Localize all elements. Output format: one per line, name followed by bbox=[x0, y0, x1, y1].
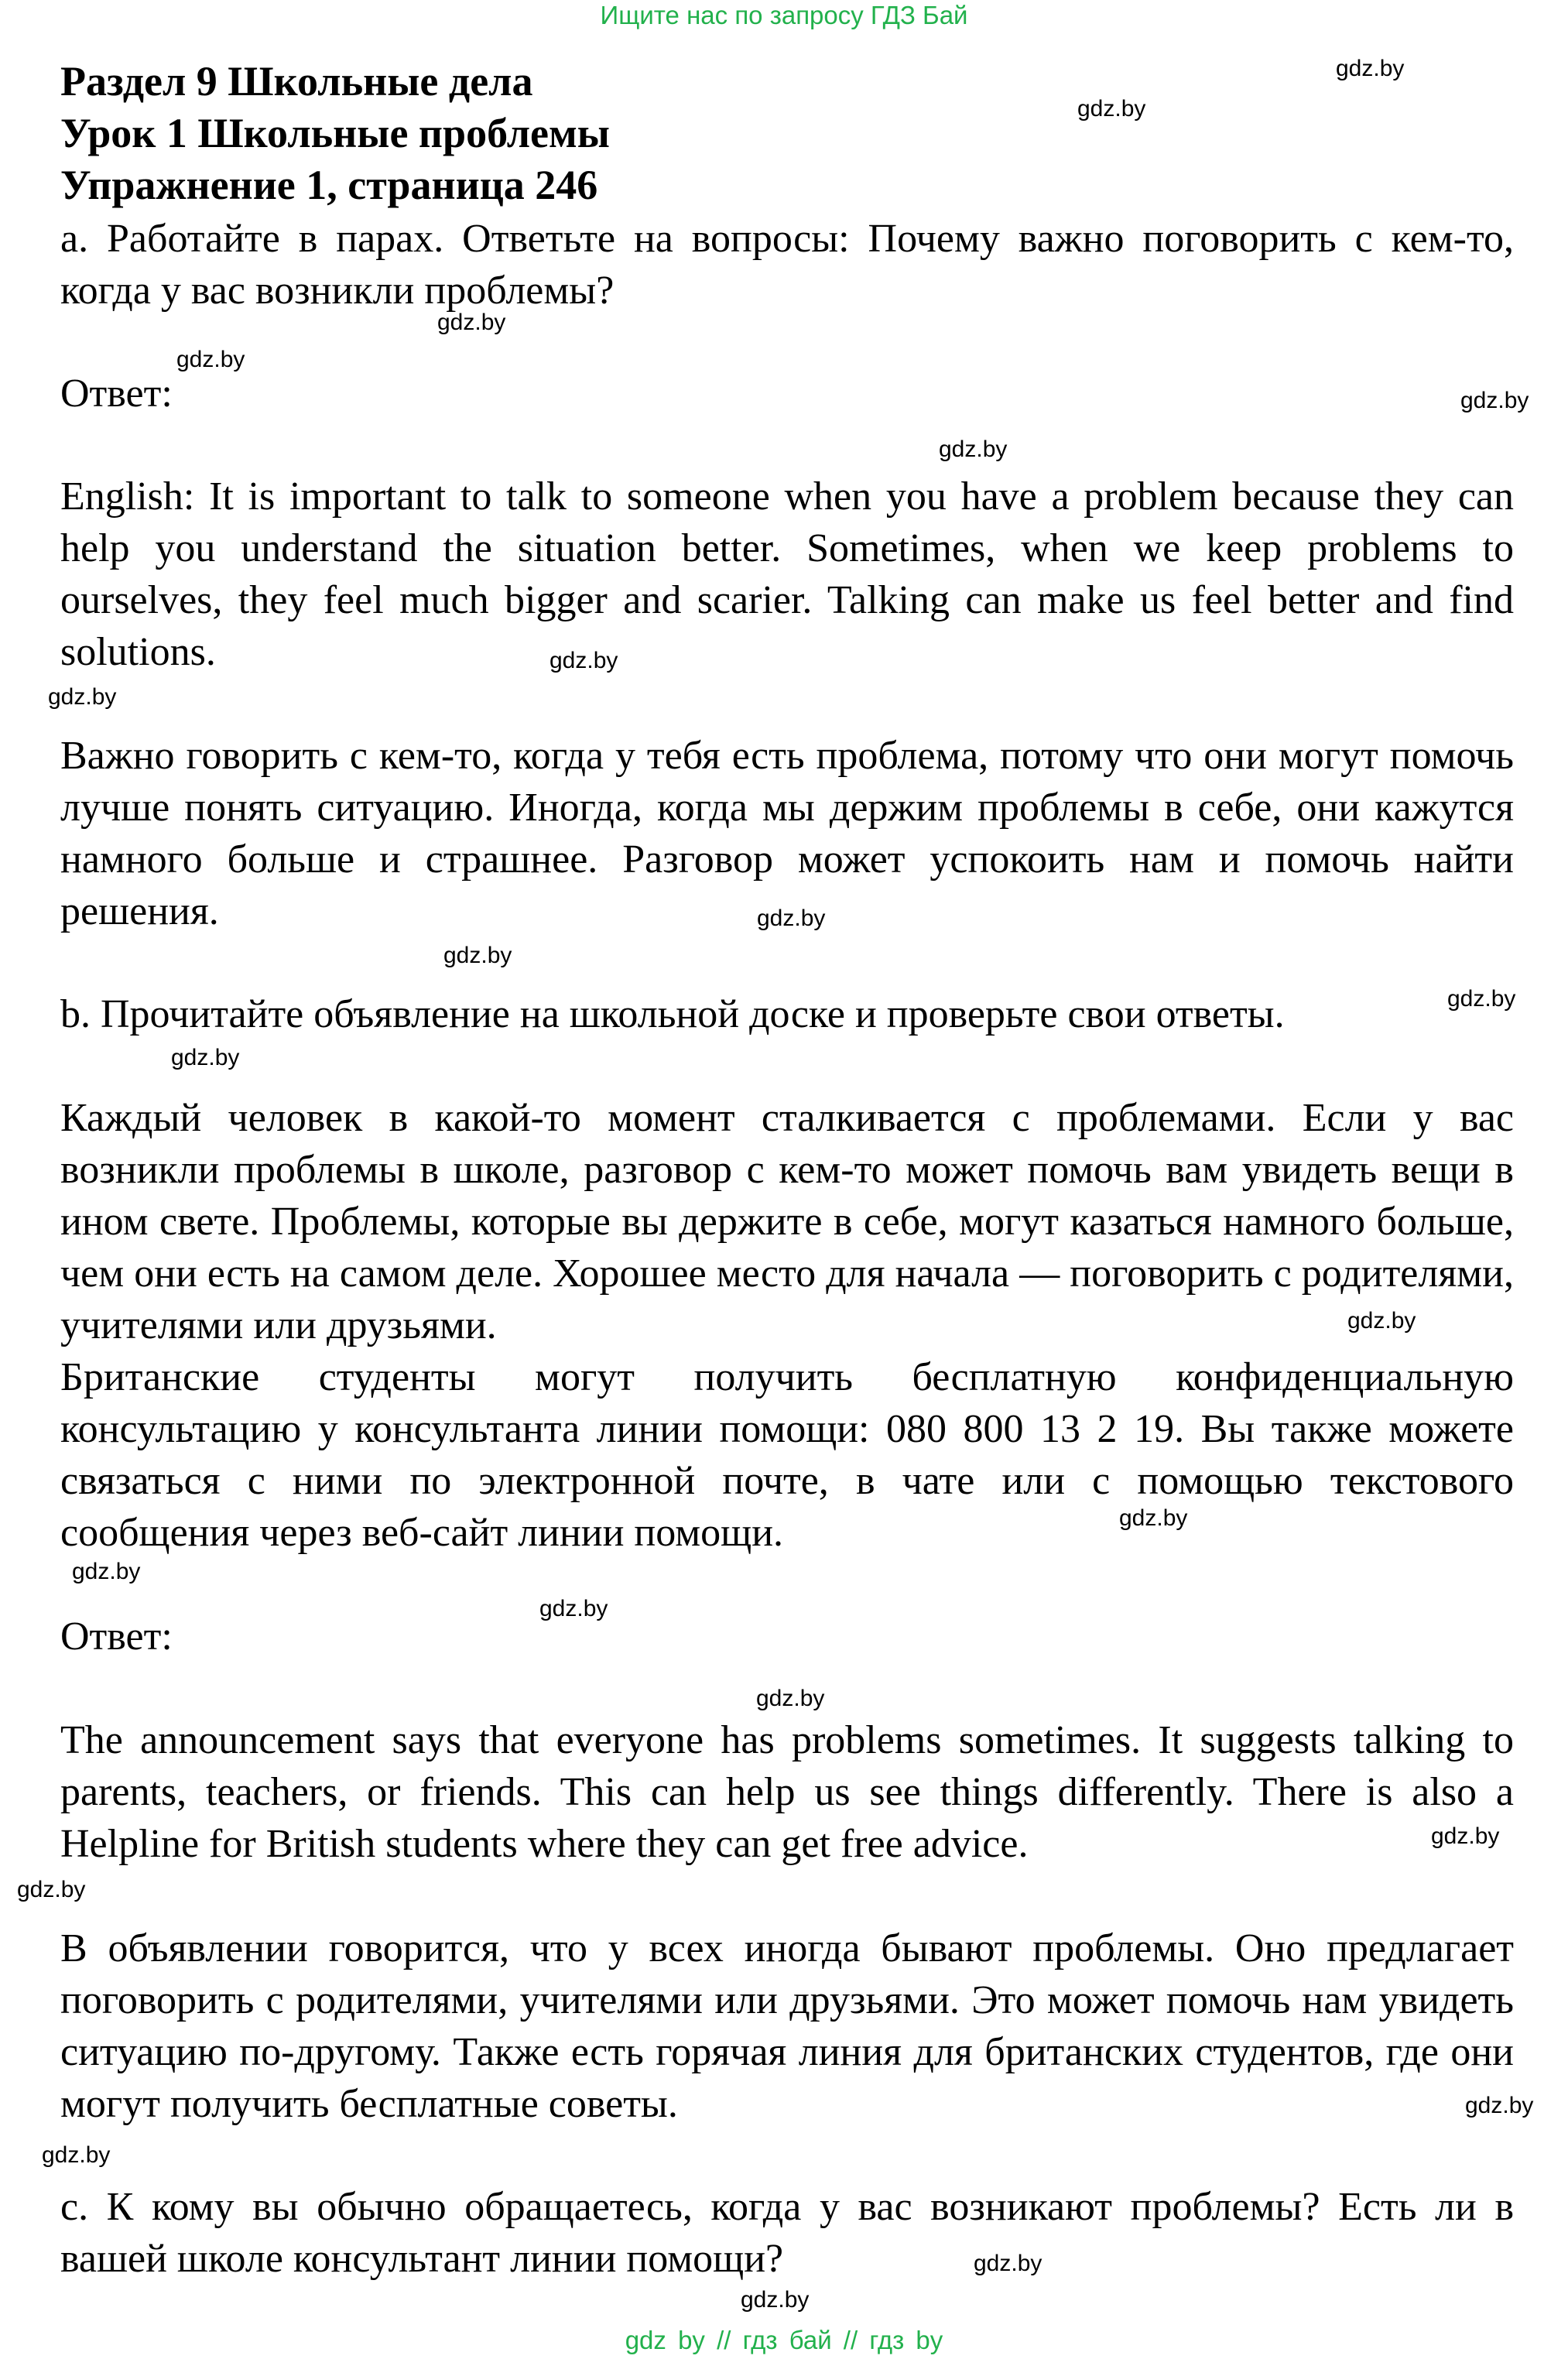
watermark: gdz.by bbox=[171, 1045, 240, 1070]
watermark: gdz.by bbox=[539, 1596, 608, 1621]
lesson-title: Урок 1 Школьные проблемы bbox=[60, 110, 610, 156]
answer-b-english: The announcement says that everyone has problems sometimes. It suggests talking to parents, teachers, or friends. This can help us see things differently. There is also a Helpline for British students where they can get free advice. bbox=[60, 1718, 1514, 1866]
watermark: gdz.by bbox=[1077, 96, 1146, 122]
watermark: gdz.by bbox=[17, 1877, 86, 1902]
watermark: gdz.by bbox=[443, 943, 512, 968]
exercise-title: Упражнение 1, страница 246 bbox=[60, 162, 598, 208]
watermark: gdz.by bbox=[1347, 1308, 1416, 1334]
task-b: b. Прочитайте объявление на школьной доске и проверьте свои ответы. bbox=[60, 992, 1285, 1036]
watermark: gdz.by bbox=[437, 310, 506, 335]
notice-text-1: Каждый человек в какой-то момент сталкивается с проблемами. Если у вас возникли проблемы в школе, разговор с кем-то может помочь вам увидеть вещи в ином свете. Проблемы, которые вы держите в себе, могут казаться намного больше, чем они есть на самом деле. Хорошее место для начала — поговорить с родителями, учителями или друзьями. bbox=[60, 1096, 1514, 1347]
watermark: gdz.by bbox=[48, 684, 117, 710]
answer-b-russian: В объявлении говорится, что у всех иногда бывают проблемы. Оно предлагает поговорить с родителями, учителями или друзьями. Это может помочь нам увидеть ситуацию по-другому. Также есть горячая линия для британских студентов, где они могут получить бесплатные советы. bbox=[60, 1926, 1514, 2126]
answer-label-1: Ответ: bbox=[60, 371, 173, 416]
watermark: gdz.by bbox=[757, 906, 826, 931]
watermark: gdz.by bbox=[1119, 1505, 1188, 1531]
notice-text-2: Британские студенты могут получить бесплатную конфиденциальную консультацию у консультанта линии помощи: 080 800 13 2 19. Вы также можете связаться с ними по электронной почте, в чате или с помощью текстового сообщения через веб-сайт линии помощи. bbox=[60, 1355, 1514, 1555]
watermark: gdz.by bbox=[756, 1686, 825, 1711]
watermark: gdz.by bbox=[939, 437, 1008, 462]
watermark: gdz.by bbox=[176, 347, 245, 372]
task-a: a. Работайте в парах. Ответьте на вопросы: Почему важно поговорить с кем-то, когда у вас возникли проблемы? bbox=[60, 217, 1514, 313]
task-c: c. К кому вы обычно обращаетесь, когда у вас возникают проблемы? Есть ли в вашей школе консультант линии помощи? bbox=[60, 2185, 1514, 2281]
watermark: gdz.by bbox=[72, 1559, 141, 1584]
footer: gdz by // гдз бай // гдз by bbox=[625, 2326, 943, 2354]
watermark: gdz.by bbox=[1447, 986, 1516, 1012]
watermark: gdz.by bbox=[1431, 1823, 1500, 1849]
watermark: gdz.by bbox=[1465, 2093, 1534, 2118]
watermark: gdz.by bbox=[741, 2287, 810, 2313]
watermark: gdz.by bbox=[1336, 56, 1405, 81]
answer-a-russian: Важно говорить с кем-то, когда у тебя есть проблема, потому что они могут помочь лучше понять ситуацию. Иногда, когда мы держим проблемы в себе, они кажутся намного больше и страшнее. Разговор может успокоить нам и помочь найти решения. bbox=[60, 734, 1514, 933]
watermark: gdz.by bbox=[549, 648, 618, 673]
top-banner: Ищите нас по запросу ГДЗ Бай bbox=[600, 1, 968, 29]
watermark: gdz.by bbox=[1460, 388, 1529, 413]
watermark: gdz.by bbox=[974, 2251, 1042, 2276]
answer-a-english: English: It is important to talk to someone when you have a problem because they can help you understand the situation better. Sometimes, when we keep problems to ourselves, they feel much bigger and scarier. Talking can make us feel better and find solutions. bbox=[60, 474, 1514, 674]
section-title: Раздел 9 Школьные дела bbox=[60, 58, 533, 104]
answer-label-2: Ответ: bbox=[60, 1614, 173, 1659]
watermark: gdz.by bbox=[42, 2142, 111, 2168]
